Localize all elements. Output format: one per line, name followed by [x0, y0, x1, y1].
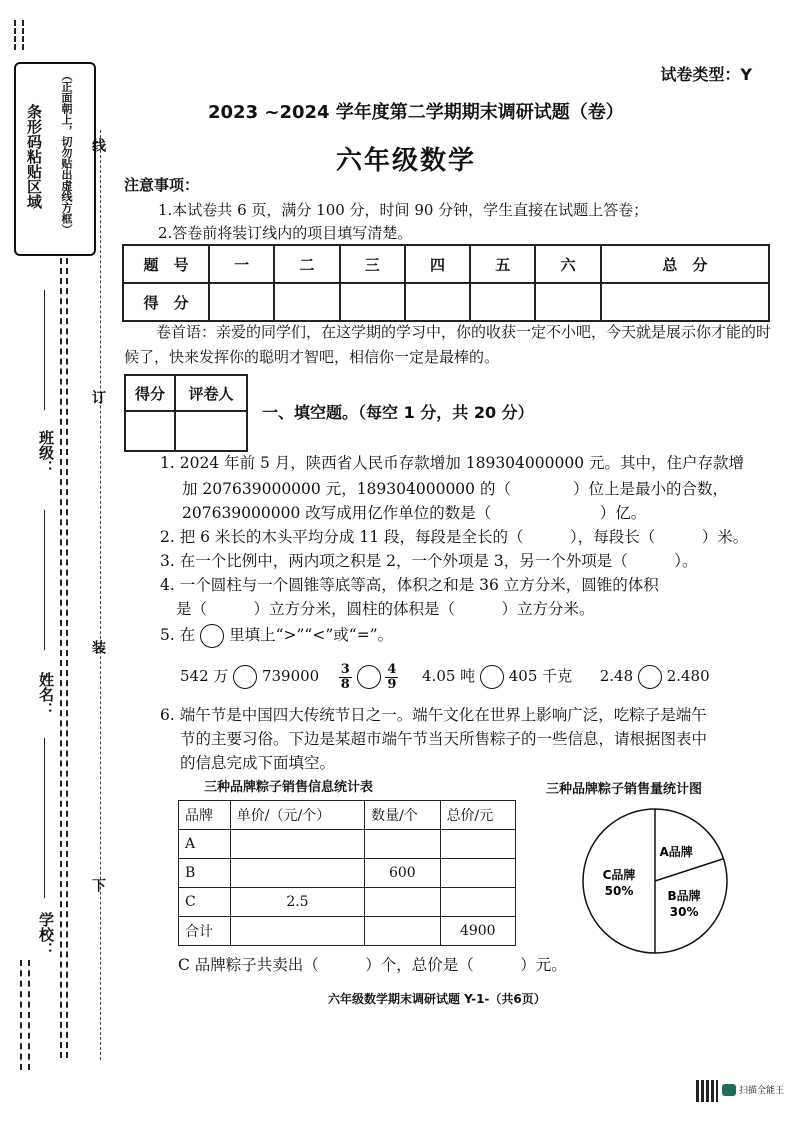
- sales-cell: 2.5: [230, 888, 364, 917]
- sales-cell[interactable]: [365, 888, 440, 917]
- frac-num: 4: [387, 661, 397, 677]
- sales-cell[interactable]: [365, 830, 440, 859]
- score-header-cell: 题 号: [123, 245, 209, 283]
- section1-title: 一、填空题。（每空 1 分，共 20 分）: [262, 403, 534, 422]
- intro-text: 卷首语：亲爱的同学们，在这学期的学习中，你的收获一定不小吧，今天就是展示你才能的时候了，快来发挥你的聪明才智吧，相信你一定是最棒的。: [124, 323, 772, 366]
- cmp1-right: 739000: [261, 667, 320, 685]
- sales-header-cell: 总价/元: [440, 801, 515, 830]
- frac-num: 3: [340, 661, 350, 677]
- compare-circle-icon: [200, 624, 224, 648]
- subject-title: 六年级数学: [336, 146, 477, 176]
- down-mark: 下: [90, 878, 106, 892]
- answer-circle-4[interactable]: [638, 665, 662, 689]
- sales-cell: 4900: [440, 917, 515, 946]
- q4-line2: 是（ ）立方分米，圆柱的体积是（ ）立方分米。: [176, 600, 595, 618]
- order-mark: 订: [90, 390, 106, 404]
- score-header-cell: 二: [274, 245, 339, 283]
- pie-slice-boundary: [655, 859, 723, 881]
- score-row-label: 得 分: [123, 283, 209, 321]
- q3: 3. 在一个比例中，两内项之积是 2，一个外项是 3，另一个外项是（ ）。: [160, 552, 698, 570]
- pie-slices: [583, 809, 727, 953]
- pie-title: 三种品牌粽子销售量统计图: [546, 782, 703, 797]
- fraction-3-8: [339, 663, 352, 692]
- q6-line1: 6. 端午节是中国四大传统节日之一。端午文化在世界上影响广泛，吃粽子是端午: [160, 706, 707, 724]
- score-input-cell[interactable]: [209, 283, 274, 321]
- binding-line: [100, 130, 101, 1060]
- grader-name-cell[interactable]: [175, 411, 247, 451]
- watermark-text: 扫描全能王: [739, 1086, 785, 1096]
- bind-mark: 装: [90, 640, 106, 654]
- sales-cell: 合计: [179, 917, 231, 946]
- class-label: 班级：: [37, 430, 55, 475]
- sales-cell[interactable]: [440, 859, 515, 888]
- q2: 2. 把 6 米长的木头平均分成 11 段，每段是全长的（ ），每段长（ ）米。: [160, 528, 749, 546]
- sales-cell[interactable]: [230, 859, 364, 888]
- cmp4-right: 2.480: [666, 667, 710, 685]
- line-mark: 线: [90, 138, 106, 152]
- score-header-cell: 总 分: [601, 245, 769, 283]
- grader-score-cell[interactable]: [125, 411, 175, 451]
- pie-slice-label: B品牌: [667, 889, 701, 904]
- sales-table: [178, 800, 516, 946]
- q6-line3: 的信息完成下面填空。: [180, 754, 336, 772]
- scanner-logo-icon: [722, 1084, 736, 1096]
- sales-cell: C: [179, 888, 231, 917]
- score-input-cell[interactable]: [601, 283, 769, 321]
- binding-dash: [20, 960, 22, 1070]
- score-value-row: [123, 283, 769, 321]
- cmp3-left: 4.05 吨: [422, 667, 476, 685]
- score-input-cell[interactable]: [405, 283, 470, 321]
- answer-circle-1[interactable]: [233, 665, 257, 689]
- score-header-cell: 一: [209, 245, 274, 283]
- q1-line2: 加 207639000000 元，189304000000 的（ ）位上是最小的合数，: [182, 480, 728, 498]
- q4-line1: 4. 一个圆柱与一个圆锥等底等高，体积之和是 36 立方分米，圆锥的体积: [160, 576, 659, 594]
- pie-slice-label: A品牌: [659, 844, 693, 859]
- q5-comparisons: [180, 656, 780, 696]
- score-header-cell: 六: [535, 245, 600, 283]
- class-line: [44, 290, 45, 410]
- sales-row-b: [179, 859, 516, 888]
- grader-score-label: 得分: [125, 375, 175, 411]
- school-label: 学校：: [37, 912, 55, 957]
- pie-slice-label: C品牌: [602, 868, 636, 882]
- binding-dash: [14, 20, 16, 50]
- exam-title: 2023 ~2024 学年度第二学期期末调研试题（卷）: [208, 102, 624, 123]
- sales-header-cell: 品牌: [179, 801, 231, 830]
- notice-heading: 注意事项：: [124, 176, 200, 194]
- binding-dash: [28, 960, 30, 1070]
- sales-header-cell: 单价/（元/个）: [230, 801, 364, 830]
- q1-line3: 207639000000 改写成用亿作单位的数是（ ）亿。: [182, 504, 647, 522]
- grader-box: [124, 374, 248, 452]
- sales-cell: B: [179, 859, 231, 888]
- q5-suffix: 里填上“>”“<”或“=”。: [229, 626, 394, 644]
- score-input-cell[interactable]: [535, 283, 600, 321]
- score-input-cell[interactable]: [340, 283, 405, 321]
- score-table: [122, 244, 770, 322]
- score-header-cell: 四: [405, 245, 470, 283]
- sales-header-row: [179, 801, 516, 830]
- table-title: 三种品牌粽子销售信息统计表: [204, 780, 374, 795]
- grader-value-row: [125, 411, 247, 451]
- score-input-cell[interactable]: [274, 283, 339, 321]
- score-header-row: [123, 245, 769, 283]
- score-input-cell[interactable]: [470, 283, 535, 321]
- barcode-label: 条形码粘贴区域: [25, 104, 43, 209]
- score-header-cell: 五: [470, 245, 535, 283]
- qr-code-icon: [696, 1080, 718, 1102]
- notice-item-1: 1.本试卷共 6 页，满分 100 分，时间 90 分钟，学生直接在试题上答卷；: [158, 201, 649, 219]
- q1-line1: 1. 2024 年前 5 月，陕西省人民币存款增加 189304000000 元。其中，住户存款增: [160, 454, 744, 472]
- sales-cell[interactable]: [440, 888, 515, 917]
- sales-cell[interactable]: [365, 917, 440, 946]
- binding-dash: [60, 258, 62, 1058]
- frac-den: 9: [387, 676, 397, 692]
- sales-cell[interactable]: [230, 830, 364, 859]
- sales-cell: A: [179, 830, 231, 859]
- cmp3-right: 405 千克: [508, 667, 573, 685]
- barcode-area: [14, 62, 96, 256]
- sales-cell[interactable]: [230, 917, 364, 946]
- q6-c-line: C 品牌粽子共卖出（ ）个，总价是（ ）元。: [178, 956, 567, 974]
- sales-row-total: [179, 917, 516, 946]
- q5-prefix: 5. 在: [160, 626, 196, 644]
- frac-den: 8: [340, 676, 350, 692]
- sales-cell: 600: [365, 859, 440, 888]
- notice-item-2: 2.答卷前将装订线内的项目填写清楚。: [158, 224, 413, 242]
- q5-stem: [160, 624, 393, 648]
- grader-name-label: 评卷人: [175, 375, 247, 411]
- grader-header-row: [125, 375, 247, 411]
- page-footer: 六年级数学期末调研试题 Y-1-（共6页）: [328, 992, 546, 1006]
- barcode-note: （正面朝上，切勿贴出虚线方框）: [60, 70, 73, 235]
- sales-row-a: [179, 830, 516, 859]
- binding-dash: [22, 20, 24, 50]
- pie-slice-percent: 30%: [669, 905, 699, 920]
- answer-circle-3[interactable]: [480, 665, 504, 689]
- answer-circle-2[interactable]: [357, 665, 381, 689]
- school-line: [44, 738, 45, 898]
- pie-chart: [580, 806, 730, 956]
- name-label: 姓名：: [37, 672, 55, 717]
- score-header-cell: 三: [340, 245, 405, 283]
- name-line: [44, 510, 45, 650]
- paper-type: 试卷类型：Y: [660, 65, 752, 84]
- cmp4-left: 2.48: [599, 667, 634, 685]
- sales-header-cell: 数量/个: [365, 801, 440, 830]
- sales-row-c: [179, 888, 516, 917]
- q6-line2: 节的主要习俗。下边是某超市端午节当天所售粽子的一些信息，请根据图表中: [180, 730, 708, 748]
- cmp1-left: 542 万: [180, 667, 229, 685]
- sales-cell[interactable]: [440, 830, 515, 859]
- pie-slice-percent: 50%: [604, 884, 634, 898]
- fraction-4-9: [385, 663, 398, 692]
- binding-dash: [66, 258, 68, 1058]
